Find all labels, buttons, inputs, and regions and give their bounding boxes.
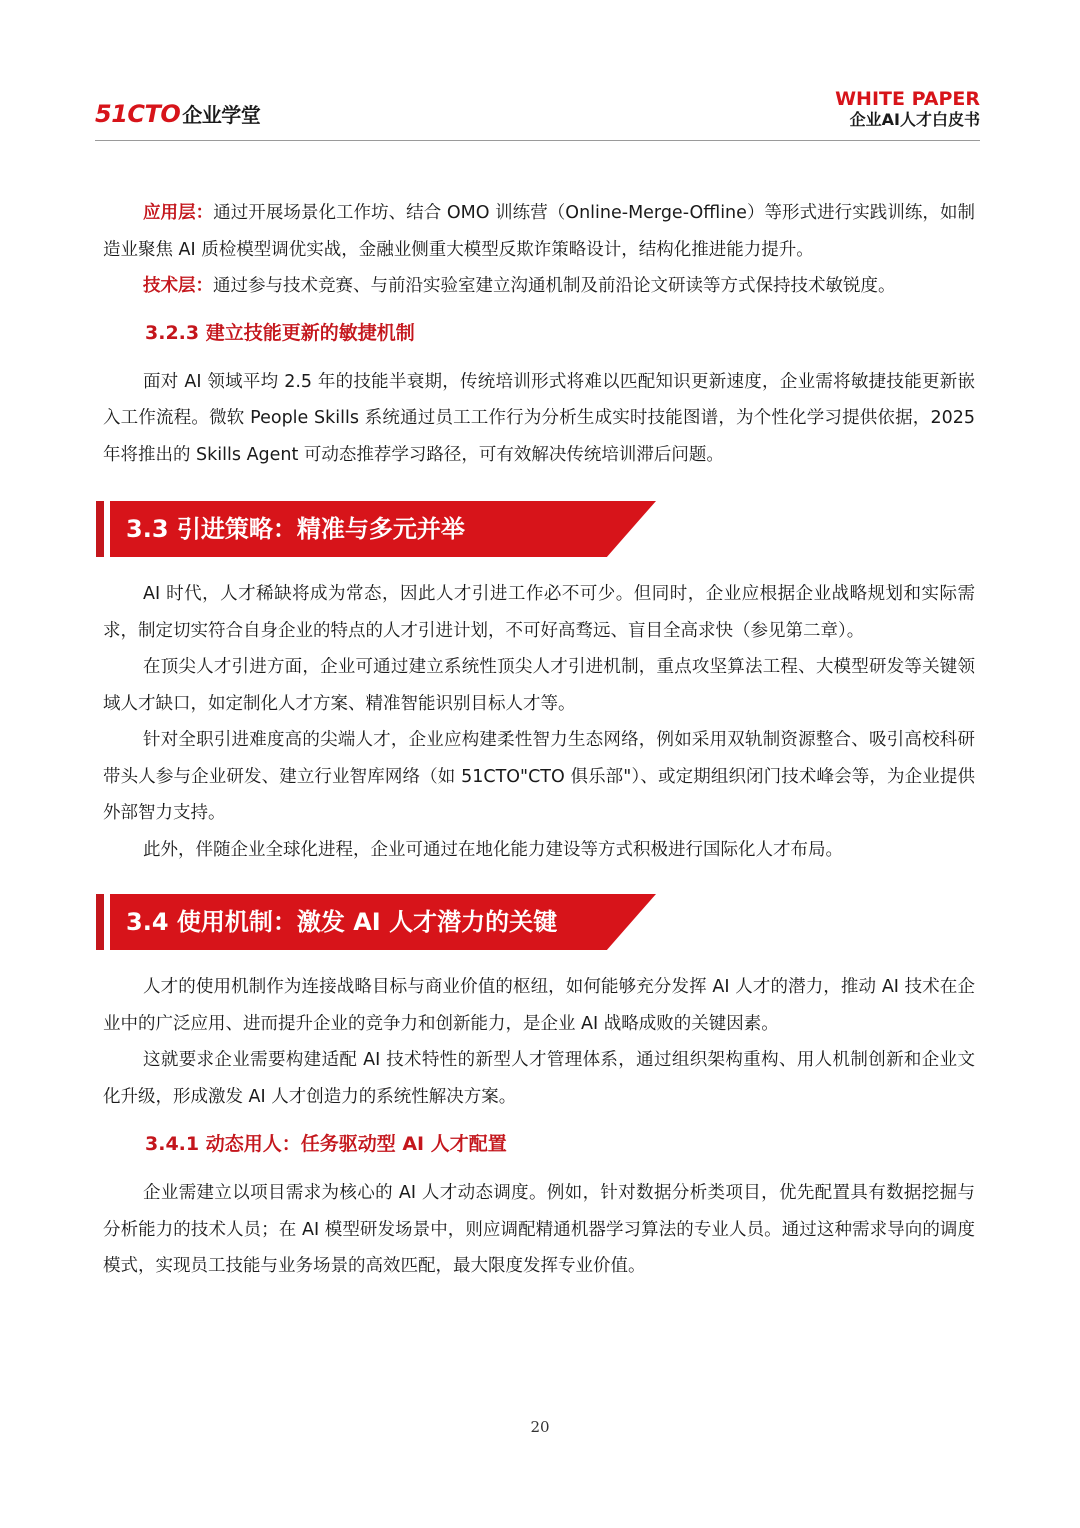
heading-3-4-1: 3.4.1 动态用人：任务驱动型 AI 人才配置 <box>145 1133 507 1155</box>
banner-accent-bar <box>96 894 104 950</box>
heading-3-2-3: 3.2.3 建立技能更新的敏捷机制 <box>145 321 415 344</box>
paragraph: AI 时代，人才稀缺将成为常态，因此人才引进工作必不可少。但同时，企业应根据企业战略规划和实际需求，制定切实符合自身企业的特点的人才引进计划，不可好高骛远、盲目全高求快（参见第二章）。 <box>103 584 975 641</box>
paragraph-tech-layer <box>103 268 975 305</box>
banner-accent-bar <box>96 501 104 557</box>
header-divider <box>95 140 980 141</box>
section-title: 3.3 引进策略：精准与多元并举 <box>126 515 465 543</box>
logo-brand: 51CTO <box>95 100 181 128</box>
paragraph-label: 应用层： <box>143 203 214 223</box>
paragraph-text: 通过参与技术竞赛、与前沿实验室建立沟通机制及前沿论文研读等方式保持技术敏锐度。 <box>213 276 896 296</box>
paragraph: 人才的使用机制作为连接战略目标与商业价值的枢纽，如何能够充分发挥 AI 人才的潜力，推动 AI 技术在企业中的广泛应用、进而提升企业的竞争力和创新能力，是企业 AI 战略成败的关键因素。 <box>103 977 975 1034</box>
paragraph: 此外，伴随企业全球化进程，企业可通过在地化能力建设等方式积极进行国际化人才布局。 <box>143 839 843 860</box>
doc-title: 企业AI人才白皮书 <box>849 110 980 129</box>
doc-type: WHITE PAPER <box>835 88 980 110</box>
section-title: 3.4 使用机制：激发 AI 人才潜力的关键 <box>126 908 558 936</box>
page-number: 20 <box>530 1418 550 1436</box>
logo-suffix: 企业学堂 <box>182 103 261 127</box>
section-banner-3-3 <box>96 501 975 557</box>
logo <box>95 99 260 128</box>
paragraph-label: 技术层： <box>143 276 213 296</box>
paragraph: 针对全职引进难度高的尖端人才，企业应构建柔性智力生态网络，例如采用双轨制资源整合、吸引高校科研带头人参与企业研发、建立行业智库网络（如 51CTO"CTO 俱乐部"）、或定期组织闭门技术峰会等，为企业提供外部智力支持。 <box>103 730 975 823</box>
page-body <box>103 195 975 1285</box>
paragraph: 面对 AI 领域平均 2.5 年的技能半衰期，传统培训形式将难以匹配知识更新速度，企业需将敏捷技能更新嵌入工作流程。微软 People Skills 系统通过员工工作行为分析生成实时技能图谱，为个性化学习提供依据，2025 年将推出的 Skills Agent 可动态推荐学习路径，可有效解决传统培训滞后问题。 <box>103 371 975 465</box>
document-label <box>835 88 980 130</box>
paragraph-text: 通过开展场景化工作坊、结合 OMO 训练营（Online-Merge-Offline）等形式进行实践训练，如制造业聚焦 AI 质检模型调优实战，金融业侧重大模型反欺诈策略设计，结构化推进能力提升。 <box>103 203 975 260</box>
paragraph: 这就要求企业需要构建适配 AI 技术特性的新型人才管理体系，通过组织架构重构、用人机制创新和企业文化升级，形成激发 AI 人才创造力的系统性解决方案。 <box>103 1050 975 1107</box>
paragraph: 企业需建立以项目需求为核心的 AI 人才动态调度。例如，针对数据分析类项目，优先配置具有数据挖掘与分析能力的技术人员；在 AI 模型研发场景中，则应调配精通机器学习算法的专业人员。通过这种需求导向的调度模式，实现员工技能与业务场景的高效匹配，最大限度发挥专业价值。 <box>103 1183 975 1276</box>
section-banner-3-4 <box>96 894 975 950</box>
paragraph-application-layer <box>103 195 975 268</box>
paragraph: 在顶尖人才引进方面，企业可通过建立系统性顶尖人才引进机制，重点攻坚算法工程、大模型研发等关键领域人才缺口，如定制化人才方案、精准智能识别目标人才等。 <box>103 657 975 714</box>
page-header <box>95 88 980 140</box>
